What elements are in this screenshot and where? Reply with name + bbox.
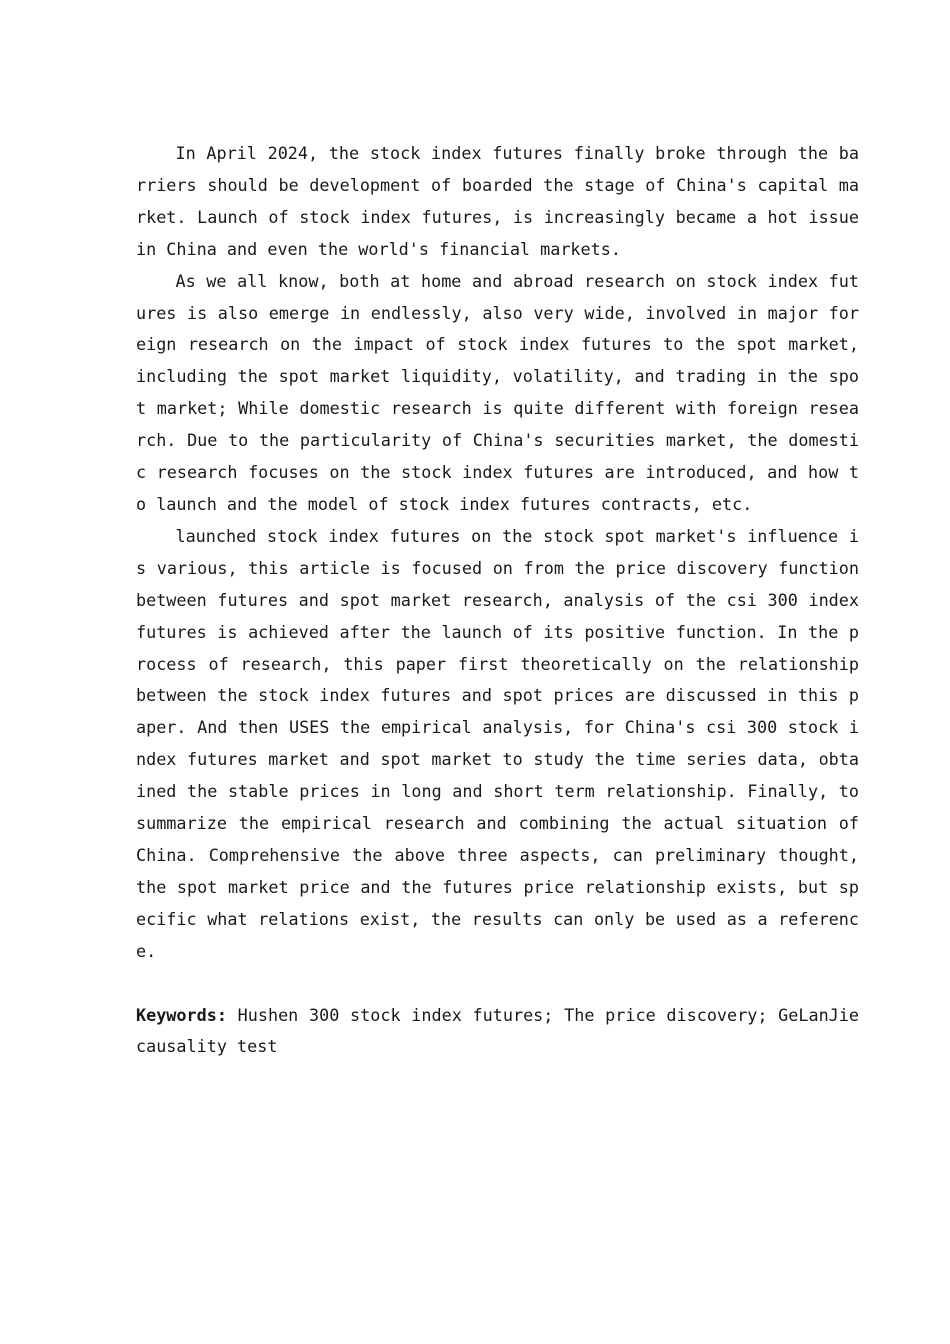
abstract-paragraph-2: As we all know, both at home and abroad research on stock index futures is also emerge in endlessly, also very wide, involved in major foreign research on the impact of stock index futures to the spot market, including the spot market liquidity, volatility, and trading in the spot market; While domestic research is quite different with foreign research. Due to the particularity of China's securities market, the domestic research focuses on the stock index futures are introduced, and how to launch and the model of stock index futures contracts, etc. [136,270,859,514]
abstract-page [136,138,859,1063]
abstract-paragraph-1: In April 2024, the stock index futures finally broke through the barriers should be development of boarded the stage of China's capital market. Launch of stock index futures, is increasingly became a hot issue in China and even the world's financial markets. [136,143,859,259]
keywords-label: Keywords: [136,1004,227,1025]
keywords-text: Hushen 300 stock index futures; The price discovery; GeLanJie causality test [136,1004,859,1057]
keywords-line [136,1000,859,1064]
abstract-paragraph-3: launched stock index futures on the stock spot market's influence is various, this article is focused on from the price discovery function between futures and spot market research, analysis of the csi 300 index futures is achieved after the launch of its positive function. In the process of research, this paper first theoretically on the relationship between the stock index futures and spot prices are discussed in this paper. And then USES the empirical analysis, for China's csi 300 stock index futures market and spot market to study the time series data, obtained the stable prices in long and short term relationship. Finally, to summarize the empirical research and combining the actual situation of China. Comprehensive the above three aspects, can preliminary thought, the spot market price and the futures price relationship exists, but specific what relations exist, the results can only be used as a reference. [136,525,859,961]
